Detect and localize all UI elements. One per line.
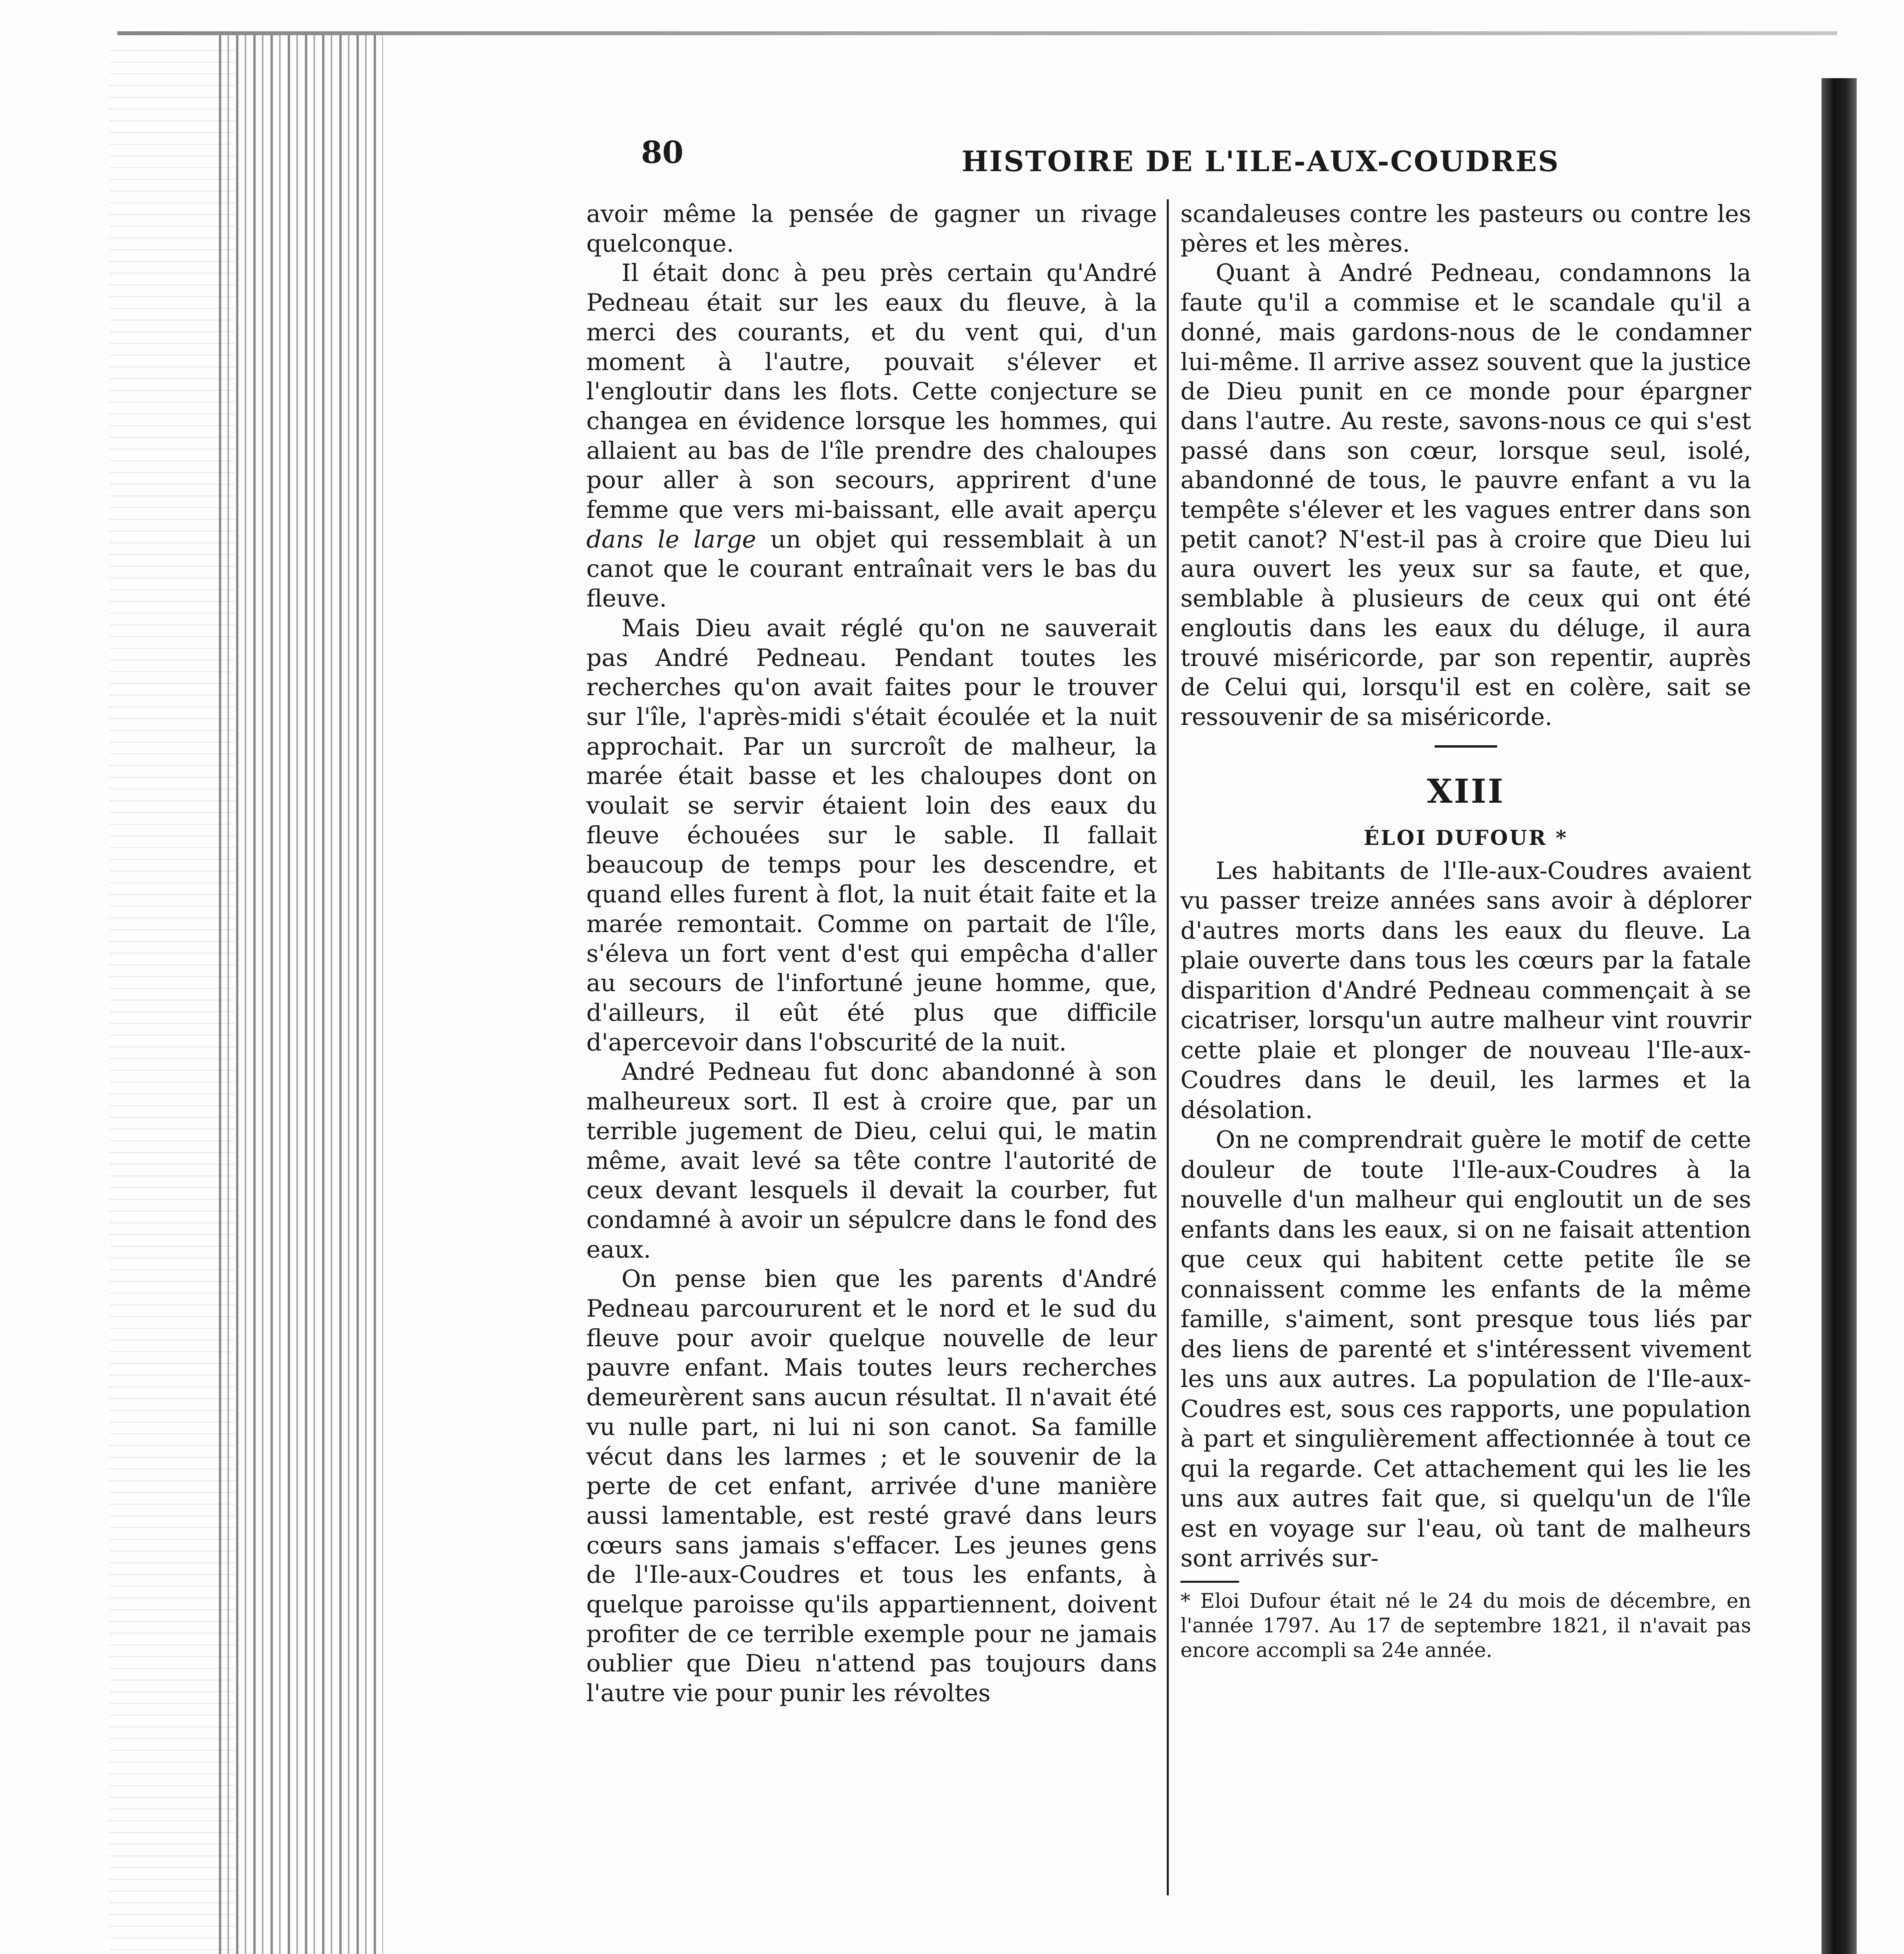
- book-spine-shadow: [219, 35, 383, 1954]
- scan-right-edge: [1822, 78, 1857, 1954]
- footnote: * Eloi Dufour était né le 24 du mois de décembre, en l'année 1797. Au 17 de septembre 1821, il n'avait pas encore accompli sa 24e année.: [1180, 1589, 1751, 1662]
- left-paragraph-1: avoir même la pensée de gagner un rivage quelconque.: [586, 200, 1157, 258]
- left-paragraph-3: Mais Dieu avait réglé qu'on ne sauverait pas André Pedneau. Pendant toutes les recherches qu'on avait faites pour le trouver sur l'île, l'après-midi s'était écoulée et la nuit approchait. Par un surcroît de malheur, la marée était basse et les chaloupes dont on voulait se servir étaient loin des eaux du fleuve échouées sur le sable. Il fallait beaucoup de temps pour les descendre, et quand elles furent à flot, la nuit était faite et la marée remontait. Comme on partait de l'île, s'éleva un fort vent d'est qui empêcha d'aller au secours de l'infortuné jeune homme, que, d'ailleurs, il eût été plus que difficile d'apercevoir dans l'obscurité de la nuit.: [586, 614, 1157, 1056]
- scan-top-edge: [117, 31, 1837, 35]
- left-paragraph-2-italic: dans le large: [586, 525, 756, 553]
- left-paragraph-5: On pense bien que les parents d'André Pedneau parcoururent et le nord et le sud du fleuve pour avoir quelque nouvelle de leur pauvre enfant. Mais toutes leurs recherches demeurèrent sans aucun résultat. Il n'avait été vu nulle part, ni lui ni son canot. Sa famille vécut dans les larmes ; et le souvenir de la perte de cet enfant, arrivée d'une manière aussi lamentable, est resté gravé dans leurs cœurs sans jamais s'effacer. Les jeunes gens de l'Ile-aux-Coudres et tous les enfants, à quelque paroisse qu'ils appartiennent, doivent profiter de ce terrible exemple pour ne jamais oublier que Dieu n'attend pas toujours dans l'autre vie pour punir les révoltes: [586, 1265, 1157, 1707]
- scan-left-noise: [109, 47, 235, 1954]
- column-divider: [1167, 199, 1169, 1895]
- page-number: 80: [641, 135, 684, 170]
- right-column: [1180, 199, 1751, 1915]
- section-title: ÉLOI DUFOUR *: [1363, 826, 1568, 850]
- right-paragraph-1: scandaleuses contre les pasteurs ou contre les pères et les mères.: [1180, 200, 1751, 258]
- section-body: [1180, 856, 1751, 1574]
- section-paragraph-2: On ne comprendrait guère le motif de cette douleur de toute l'Ile-aux-Coudres à la nouvelle d'un malheur qui engloutit un de ses enfants dans les eaux, si on ne faisait attention que ceux qui habitent cette petite île se connaissent comme les enfants de la même famille, s'aiment, sont presque tous liés par des liens de parenté et s'intéressent vivement les uns aux autres. La population de l'Ile-aux-Coudres est, sous ces rapports, une population à part et singulièrement affectionnée à tout ce qui la regarde. Cet attachement qui les lie les uns aux autres fait que, si quelqu'un de l'île est en voyage sur l'eau, où tant de malheurs sont arrivés sur-: [1180, 1126, 1751, 1573]
- footnote-rule: [1180, 1581, 1239, 1583]
- section-paragraph-1: Les habitants de l'Ile-aux-Coudres avaient vu passer treize années sans avoir à déplorer d'autres morts dans les eaux du fleuve. La plaie ouverte dans tous les cœurs par la fatale disparition d'André Pedneau commençait à se cicatriser, lorsqu'un autre malheur vint rouvrir cette plaie et plonger de nouveau l'Ile-aux-Coudres dans le deuil, les larmes et la désolation.: [1180, 857, 1751, 1124]
- right-paragraph-2: Quant à André Pedneau, condamnons la faute qu'il a commise et le scandale qu'il a donné, mais gardons-nous de le condamner lui-même. Il arrive assez souvent que la justice de Dieu punit en ce monde pour épargner dans l'autre. Au reste, savons-nous ce qui s'est passé dans son cœur, lorsque seul, isolé, abandonné de tous, le pauvre enfant a vu la tempête s'élever et les vagues entrer dans son petit canot? N'est-il pas à croire que Dieu lui aura ouvert les yeux sur sa faute, et que, semblable à plusieurs de ceux qui ont été engloutis dans les eaux du déluge, il aura trouvé miséricorde, par son repentir, auprès de Celui qui, lorsqu'il est en colère, sait se ressouvenir de sa miséricorde.: [1180, 259, 1751, 731]
- section-number: XIII: [1427, 771, 1505, 811]
- running-title: HISTOIRE DE L'ILE-AUX-COUDRES: [962, 145, 1560, 178]
- left-paragraph-2-text-a: Il était donc à peu près certain qu'André Pedneau était sur les eaux du fleuve, à la merci des courants, et du vent qui, d'un moment à l'autre, pouvait s'élever et l'engloutir dans les flots. Cette conjecture se changea en évidence lorsque les hommes, qui allaient au bas de l'île prendre des chaloupes pour aller à son secours, apprirent d'une femme que vers mi-baissant, elle avait aperçu: [586, 259, 1157, 524]
- left-column: [586, 199, 1157, 1915]
- section-separator: [1435, 745, 1497, 748]
- left-paragraph-4: André Pedneau fut donc abandonné à son malheureux sort. Il est à croire que, par un terrible jugement de Dieu, celui qui, le matin même, avait levé sa tête contre l'autorité de ceux devant lesquels il devait la courber, fut condamné à avoir un sépulcre dans le fond des eaux.: [586, 1058, 1157, 1263]
- left-paragraph-2-text-b: un objet qui ressemblait à un canot que le courant entraînait vers le bas du fleuve.: [586, 525, 1157, 613]
- left-paragraph-2: [586, 258, 1157, 613]
